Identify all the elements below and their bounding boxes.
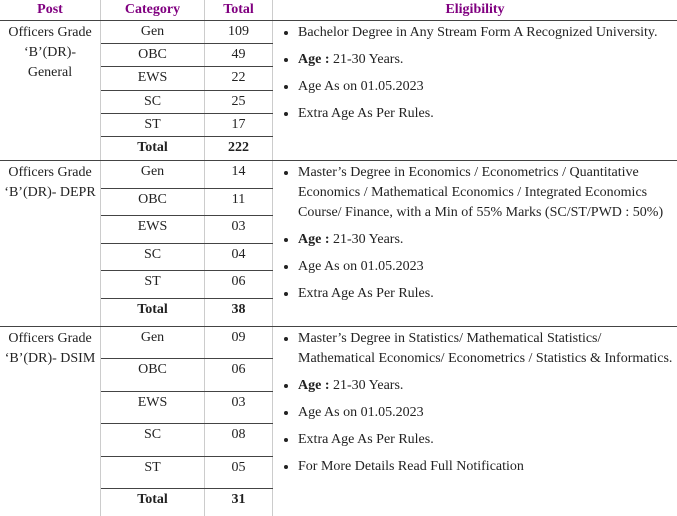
- total-cell: 31: [205, 489, 273, 516]
- eligibility-item: [298, 376, 677, 396]
- eligibility-label: Age :: [298, 378, 330, 393]
- category-cell: EWS: [101, 216, 205, 243]
- table-row: [101, 44, 273, 67]
- eligibility-text: Extra Age As Per Rules.: [298, 106, 434, 121]
- post-section: [0, 327, 677, 516]
- eligibility-text: Age As on 01.05.2023: [298, 405, 424, 420]
- category-cell: ST: [101, 114, 205, 136]
- table-row: [101, 271, 273, 299]
- eligibility-item: [298, 77, 677, 97]
- total-row: [101, 299, 273, 327]
- table-row: [101, 327, 273, 359]
- eligibility-text: Extra Age As Per Rules.: [298, 286, 434, 301]
- eligibility-item: [298, 403, 677, 423]
- vacancy-table-body: [0, 21, 677, 516]
- total-cell: 05: [205, 457, 273, 488]
- eligibility-cell: [273, 327, 677, 516]
- category-cell: SC: [101, 424, 205, 455]
- category-cell: EWS: [101, 392, 205, 423]
- eligibility-item: [298, 257, 677, 277]
- total-cell: 109: [205, 21, 273, 43]
- eligibility-text: Extra Age As Per Rules.: [298, 432, 434, 447]
- eligibility-item: [298, 23, 677, 43]
- table-row: [101, 244, 273, 272]
- total-cell: 22: [205, 67, 273, 89]
- category-cell: SC: [101, 91, 205, 113]
- header-total: Total: [205, 0, 273, 20]
- table-row: [101, 189, 273, 217]
- total-cell: 04: [205, 244, 273, 271]
- eligibility-list: [273, 327, 677, 477]
- eligibility-text: 21-30 Years.: [329, 232, 404, 247]
- category-rows: [101, 327, 273, 516]
- category-cell: Gen: [101, 161, 205, 188]
- eligibility-text: Bachelor Degree in Any Stream Form A Recognized University.: [298, 25, 658, 40]
- total-cell: 03: [205, 216, 273, 243]
- category-cell: OBC: [101, 44, 205, 66]
- eligibility-list: [273, 161, 677, 304]
- post-name: Officers Grade ‘B’(DR)- General: [0, 21, 101, 160]
- table-header: [0, 0, 677, 21]
- eligibility-text: Master’s Degree in Statistics/ Mathematical Statistics/ Mathematical Economics/ Econometrics / Statistics & Informatics.: [298, 331, 673, 366]
- eligibility-item: [298, 284, 677, 304]
- eligibility-text: 21-30 Years.: [329, 52, 404, 67]
- eligibility-cell: [273, 161, 677, 326]
- total-cell: 11: [205, 189, 273, 216]
- eligibility-text: 21-30 Years.: [329, 378, 404, 393]
- table-row: [101, 67, 273, 90]
- category-cell: ST: [101, 457, 205, 488]
- category-cell: Gen: [101, 21, 205, 43]
- total-cell: 03: [205, 392, 273, 423]
- total-row: [101, 137, 273, 160]
- category-cell: EWS: [101, 67, 205, 89]
- eligibility-item: [298, 50, 677, 70]
- header-eligibility: Eligibility: [445, 2, 505, 17]
- table-row: [101, 161, 273, 189]
- table-row: [101, 21, 273, 44]
- category-cell: Total: [101, 137, 205, 160]
- post-section: [0, 161, 677, 327]
- table-row: [101, 392, 273, 424]
- eligibility-text: Master’s Degree in Economics / Econometrics / Quantitative Economics / Mathematical Economics / Integrated Economics Course/ Finance, with a Min of 55% Marks (SC/ST/PWD : 50%): [298, 165, 664, 220]
- eligibility-cell: [273, 21, 677, 160]
- eligibility-item: [298, 430, 677, 450]
- eligibility-item: [298, 329, 677, 369]
- eligibility-text: For More Details Read Full Notification: [298, 459, 524, 474]
- category-cell: Gen: [101, 327, 205, 358]
- eligibility-item: [298, 163, 677, 223]
- post-name: Officers Grade ‘B’(DR)- DSIM: [0, 327, 101, 516]
- category-cell: OBC: [101, 359, 205, 390]
- header-post: Post: [0, 0, 101, 20]
- header-category: Category: [101, 0, 205, 20]
- total-cell: 17: [205, 114, 273, 136]
- eligibility-text: Age As on 01.05.2023: [298, 79, 424, 94]
- eligibility-list: [273, 21, 677, 124]
- eligibility-label: Age :: [298, 52, 330, 67]
- category-cell: Total: [101, 299, 205, 327]
- total-cell: 49: [205, 44, 273, 66]
- eligibility-item: [298, 230, 677, 250]
- category-rows: [101, 21, 273, 160]
- total-cell: 222: [205, 137, 273, 160]
- table-row: [101, 457, 273, 489]
- table-row: [101, 424, 273, 456]
- total-cell: 06: [205, 359, 273, 390]
- category-cell: ST: [101, 271, 205, 298]
- total-cell: 14: [205, 161, 273, 188]
- total-cell: 25: [205, 91, 273, 113]
- total-row: [101, 489, 273, 516]
- table-row: [101, 91, 273, 114]
- total-cell: 06: [205, 271, 273, 298]
- table-row: [101, 359, 273, 391]
- eligibility-item: [298, 104, 677, 124]
- total-cell: 38: [205, 299, 273, 327]
- table-row: [101, 114, 273, 137]
- category-cell: Total: [101, 489, 205, 516]
- table-row: [101, 216, 273, 244]
- eligibility-text: Age As on 01.05.2023: [298, 259, 424, 274]
- total-cell: 09: [205, 327, 273, 358]
- eligibility-item: [298, 457, 677, 477]
- total-cell: 08: [205, 424, 273, 455]
- category-cell: SC: [101, 244, 205, 271]
- post-section: [0, 21, 677, 161]
- eligibility-label: Age :: [298, 232, 330, 247]
- category-cell: OBC: [101, 189, 205, 216]
- category-rows: [101, 161, 273, 326]
- post-name: Officers Grade ‘B’(DR)- DEPR: [0, 161, 101, 326]
